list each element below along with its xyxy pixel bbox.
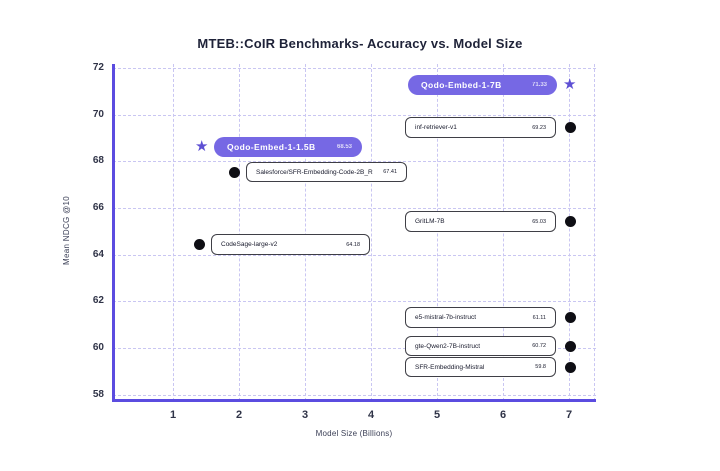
x-tick-label: 2 (235, 409, 243, 421)
label-box-gritlm-7b (405, 211, 556, 232)
dot-marker (565, 122, 576, 133)
dot-marker (565, 312, 576, 323)
model-score: 68.53 (336, 144, 352, 150)
label-box-gte-qwen2-7b-instruct (405, 336, 556, 356)
y-tick-label: 58 (92, 389, 104, 400)
label-box-sfr-embedding-mistral (405, 357, 556, 377)
model-name: inf-retriever-v1 (415, 124, 457, 131)
model-name: e5-mistral-7b-instruct (415, 314, 477, 321)
x-axis-title: Model Size (Billions) (315, 429, 393, 438)
model-score: 67.41 (383, 169, 397, 175)
label-pill-qodo-embed-1-1-5b (214, 137, 362, 157)
y-tick-label: 68 (92, 155, 104, 166)
y-tick-label: 62 (92, 295, 104, 306)
model-name: Qodo-Embed-1-7B (421, 80, 502, 90)
dot-marker (229, 167, 240, 178)
model-score: 69.23 (532, 124, 546, 131)
x-tick-label: 6 (499, 409, 507, 421)
model-score: 60.72 (532, 343, 546, 349)
label-box-sfr-embedding-code-2b-r (246, 162, 407, 182)
y-tick-label: 70 (92, 109, 104, 120)
dot-marker (565, 216, 576, 227)
model-name: SFR-Embedding-Mistral (415, 363, 485, 371)
model-score: 61.11 (532, 314, 546, 321)
model-name: Qodo-Embed-1-1.5B (227, 142, 316, 152)
model-score: 59.8 (535, 364, 546, 370)
x-tick-label: 4 (367, 409, 375, 421)
label-box-inf-retriever-v1 (405, 117, 556, 138)
y-tick-label: 60 (92, 342, 104, 353)
star-marker-icon: ★ (563, 76, 577, 93)
y-tick-label: 64 (92, 249, 104, 260)
chart-title: MTEB::CoIR Benchmarks- Accuracy vs. Model Size (197, 36, 523, 51)
label-box-codesage-large-v2 (211, 234, 370, 255)
star-marker-icon: ★ (195, 138, 209, 155)
x-tick-label: 1 (169, 409, 177, 421)
x-tick-label: 3 (301, 409, 309, 421)
dot-marker (565, 341, 576, 352)
model-name: GritLM-7B (415, 218, 445, 225)
model-name: Salesforce/SFR-Embedding-Code-2B_R (256, 168, 373, 176)
x-tick-label: 5 (433, 409, 441, 421)
dot-marker (194, 239, 205, 250)
label-box-e5-mistral-7b-instruct (405, 307, 556, 328)
label-pill-qodo-embed-1-7b (408, 75, 557, 95)
model-name: CodeSage-large-v2 (221, 241, 278, 248)
y-axis-title: Mean NDCG @10 (62, 196, 71, 265)
y-tick-label: 66 (92, 202, 104, 213)
x-tick-label: 7 (565, 409, 573, 421)
model-score: 71.33 (531, 82, 547, 88)
dot-marker (565, 362, 576, 373)
y-tick-label: 72 (92, 62, 104, 73)
model-name: gte-Qwen2-7B-instruct (415, 342, 481, 350)
model-score: 64.18 (346, 241, 360, 248)
model-score: 65.03 (532, 218, 546, 225)
